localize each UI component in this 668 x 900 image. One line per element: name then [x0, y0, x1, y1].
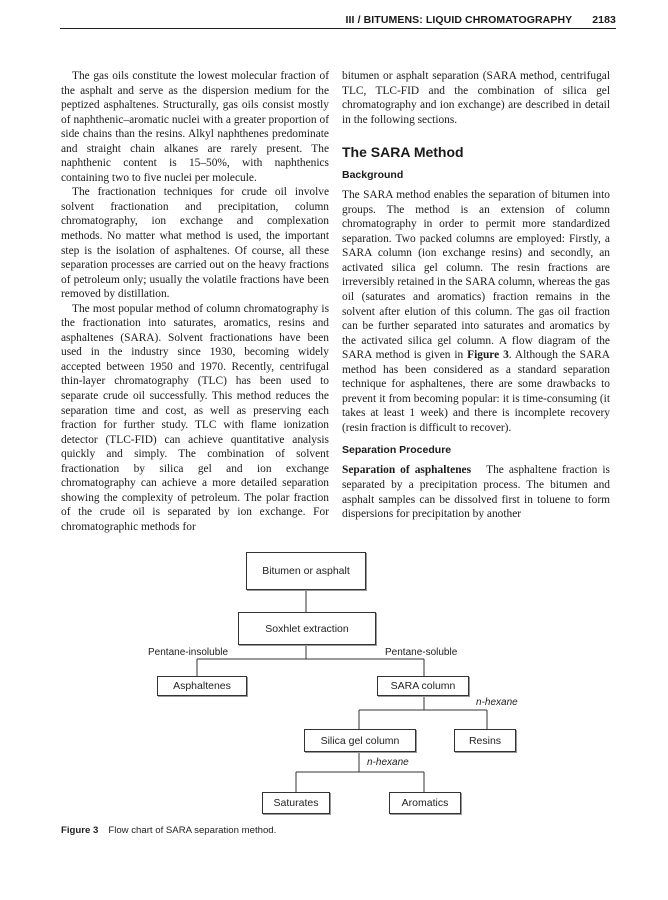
left-paragraph-1: The gas oils constitute the lowest molecular fraction of the asphalt and serve as the dispersion medium for the peptized asphaltenes. Structurally, gas oils consist mostly of naphthenic–aromatic nuclei with a greater proportion of side chains than the resins. Alkyl naphthenes predominate and straight chain alkanes are rarely present. The naphthenic content is 15–50%, with naphthenics containing two to five nuclei per molecule. [61, 70, 329, 184]
label-pentane-soluble: Pentane-soluble [385, 647, 458, 658]
paragraph-2-text-a: The SARA method enables the separation of bitumen into groups. The method is an extension of column chromatography in order to permit more standardized separation. Two packed columns are employed: Firstly, a SARA column (ion exchange resins) and secondly, an activated silica gel column. The resin fractions are irreversibly retained in the SARA column, whereas the gas oil (saturates and aromatics) fraction remains in the solvent after elution of this column. The gas oil fraction can be further separated into saturates and aromatics by the activated silica gel column. A flow diagram of the SARA method is given in [342, 189, 610, 362]
subheading-separation-procedure: Separation Procedure [342, 444, 452, 457]
label-n-hexane-1: n-hexane [476, 697, 518, 708]
runin-heading-asphaltenes: Separation of asphaltenes [342, 464, 472, 477]
figure-reference[interactable]: Figure 3 [467, 349, 509, 362]
box-sara-column: SARA column [377, 676, 469, 696]
box-resins: Resins [454, 729, 516, 752]
caption-text: Flow chart of SARA separation method. [108, 825, 277, 836]
left-paragraph-3: The most popular method of column chromatography is the fractionation into saturates, aromatics, resins and asphaltenes (SARA). Solvent fractionations have been used in the industry since 1930, becoming widely accepted between 1950 and 1970. Recently, centrifugal thin-layer chromatography (TLC) has been used to separate crude oil successfully. This method reduces the separation time and cost, as well as preserving each fraction for further study. TLC with flame ionization detector (TLC-FID) can achieve quantitative analysis quickly and simply. The combination of solvent fractionation by silica gel and ion exchange chromatography can achieve a more detailed separation showing the complexity of petroleum. The polar fraction of the crude oil is separated by ion exchange. For chromatographic methods for [61, 302, 329, 533]
section-heading-sara: The SARA Method [342, 144, 464, 161]
label-pentane-insoluble: Pentane-insoluble [148, 647, 229, 658]
running-head-title: III / BITUMENS: LIQUID CHROMATOGRAPHY [345, 14, 573, 26]
box-bitumen-or-asphalt: Bitumen or asphalt [246, 552, 366, 590]
figure-caption [61, 825, 276, 836]
caption-label: Figure 3 [61, 825, 99, 836]
left-paragraph-2: The fractionation techniques for crude oil involve solvent fractionation and precipitation, column chromatography, ion exchange and complexation methods. No matter what method is used, the important step is the isolation of asphaltenes. Of course, all these separation processes are carried out on the heavy fractions of petroleum only; usually the volatile fractions have been removed by distillation. [61, 186, 329, 301]
box-saturates: Saturates [262, 792, 330, 814]
paragraph-3-text: The asphaltene fraction is separated by a precipitation process. The bitumen and asphalt samples can be dissolved first in toluene to form dispersions for precipitation by another [342, 464, 610, 521]
box-silica-gel-column: Silica gel column [304, 729, 416, 752]
subheading-background: Background [342, 169, 404, 182]
box-asphaltenes: Asphaltenes [157, 676, 247, 696]
box-aromatics: Aromatics [389, 792, 461, 814]
label-n-hexane-2: n-hexane [367, 757, 409, 768]
page-number: 2183 [592, 14, 616, 26]
paragraph-2-text-b: . Although the SARA method has been considered as a standard separation technique for asphaltenes, there are some drawbacks to prevent it from becoming popular: it is time-consuming (it takes at least 1 week) and there is incomplete recovery (resin fraction is difficult to recover). [342, 349, 610, 434]
box-soxhlet-extraction: Soxhlet extraction [238, 612, 376, 645]
right-paragraph-1: bitumen or asphalt separation (SARA method, centrifugal TLC, TLC-FID and the combination of silica gel chromatography and ion exchange) are described in detail in the following sections. [342, 70, 610, 126]
